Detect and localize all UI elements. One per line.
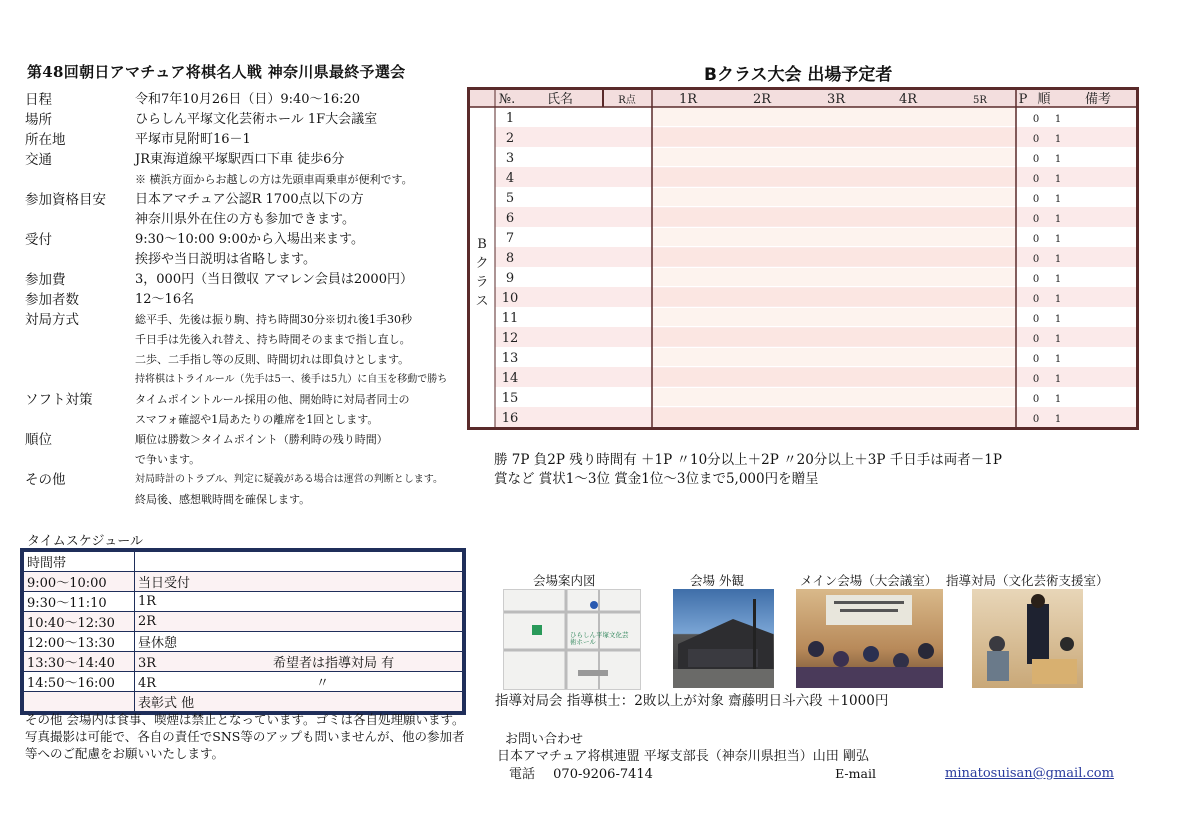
entry-number: 5 [505, 191, 515, 206]
header-cell: P [1018, 92, 1028, 107]
info-value: 平塚市見附町16－1 [135, 132, 251, 147]
venue-map [503, 589, 641, 690]
phone-label: 電話 [509, 767, 536, 782]
schedule-time: 9:30～11:10 [24, 592, 135, 612]
schedule-time: 10:40～12:30 [24, 612, 135, 632]
entry-rank: 1 [1054, 334, 1062, 345]
schedule-time: 12:00～13:30 [24, 632, 135, 652]
main-hall-photo [796, 589, 943, 688]
entry-rank: 1 [1054, 114, 1062, 125]
info-label: 参加費 [25, 272, 66, 288]
entry-points: 0 [1032, 334, 1040, 345]
info-label: 所在地 [25, 132, 66, 148]
info-value: ※ 横浜方面からお越しの方は先頭車両乗車が便利です。 [135, 173, 413, 186]
entry-number: 8 [505, 251, 515, 266]
schedule-time: 14:50～16:00 [24, 672, 135, 692]
info-value: 対局時計のトラブル、判定に疑義がある場合は運営の判断とします。 [135, 474, 443, 485]
points-rule: 勝 7P 負2P 残り時間有 ＋1P 〃10分以上＋2P 〃20分以上＋3P 千日手は両者－1P [494, 452, 1002, 468]
entry-rank: 1 [1054, 214, 1062, 225]
entry-grid [470, 90, 1136, 427]
entry-number: 15 [501, 391, 519, 406]
class-label-char: ス [475, 294, 489, 309]
entry-number: 7 [505, 231, 515, 246]
teaching-label: 指導対局（文化芸術支援室） [946, 573, 1109, 588]
info-value: 神奈川県外在住の方も参加できます。 [135, 212, 355, 227]
entry-points: 0 [1032, 314, 1040, 325]
entry-number: 11 [501, 311, 519, 326]
entry-points: 0 [1032, 174, 1040, 185]
schedule-item [135, 652, 463, 672]
entry-points: 0 [1032, 414, 1040, 425]
entry-points: 0 [1032, 294, 1040, 305]
entry-table [467, 87, 1139, 430]
list-title: Bクラス大会 出場予定者 [704, 65, 893, 85]
info-label: 参加資格目安 [25, 192, 106, 208]
entry-points: 0 [1032, 354, 1040, 365]
header-cell: 氏名 [546, 92, 574, 107]
info-label: 対局方式 [25, 312, 79, 328]
entry-number: 13 [501, 351, 519, 366]
schedule-title: タイムスケジュール [27, 534, 143, 549]
class-label-char: ク [475, 256, 489, 271]
info-label: 場所 [25, 112, 52, 128]
entry-rank: 1 [1054, 374, 1062, 385]
entry-rank: 1 [1054, 294, 1062, 305]
entry-rank: 1 [1054, 134, 1062, 145]
schedule-time: 13:30～14:40 [24, 652, 135, 672]
entry-rank: 1 [1054, 234, 1062, 245]
header-cell: 4R [898, 92, 918, 107]
entry-number: 16 [501, 411, 519, 426]
entry-number: 9 [505, 271, 515, 286]
info-value: 持将棋はトライルール（先手は5一、後手は5九）に自玉を移動で勝ち [135, 374, 448, 385]
schedule-note-text: その他 会場内は食事、喫煙は禁止となっています。ゴミは各自処理願います。写真撮影は可能で、各自の責任でSNS等のアップも問いませんが、他の参加者等へのご配慮をお願いいたします。 [25, 712, 465, 761]
info-label: その他 [25, 472, 66, 488]
schedule-table [20, 548, 466, 715]
entry-points: 0 [1032, 234, 1040, 245]
entry-rank: 1 [1054, 314, 1062, 325]
schedule-note: 〃 [316, 676, 330, 691]
info-value: 千日手は先後入れ替え、持ち時間そのままで指し直し。 [135, 333, 411, 346]
entry-rank: 1 [1054, 354, 1062, 365]
header-cell: 2R [752, 92, 772, 107]
entry-points: 0 [1032, 394, 1040, 405]
schedule-item: 2R [135, 612, 463, 632]
entry-number: 1 [505, 111, 515, 126]
info-value: 順位は勝数＞タイムポイント（勝利時の残り時間） [135, 433, 388, 446]
info-value: JR東海道線平塚駅西口下車 徒歩6分 [135, 152, 345, 167]
schedule-item: 当日受付 [135, 572, 463, 592]
info-value: 挨拶や当日説明は省略します。 [135, 252, 316, 267]
contact [497, 731, 876, 783]
phone-number: 070-9206-7414 [553, 767, 653, 782]
event-title: 第48回朝日アマチュア将棋名人戦 神奈川県最終予選会 [27, 63, 406, 81]
teaching-info: 指導対局会 指導棋士：2敗以上が対象 齋藤明日斗六段 ＋1000円 [495, 693, 889, 709]
info-value: 日本アマチュア公認R 1700点以下の方 [135, 192, 364, 207]
class-label-char: B [477, 237, 487, 252]
map-label: 会場案内図 [533, 573, 596, 588]
info-value: で争います。 [135, 453, 201, 466]
info-value: ひらしん平塚文化芸術ホール 1F大会議室 [135, 112, 378, 127]
header-cell: 3R [826, 92, 846, 107]
entry-rank: 1 [1054, 174, 1062, 185]
entry-number: 12 [501, 331, 519, 346]
header-cell: 順 [1037, 92, 1051, 107]
entry-points: 0 [1032, 114, 1040, 125]
entry-rank: 1 [1054, 154, 1062, 165]
entry-points: 0 [1032, 274, 1040, 285]
teaching-photo [972, 589, 1083, 688]
header-cell: 備考 [1084, 92, 1112, 107]
info-label: 交通 [25, 152, 52, 168]
info-value: 令和7年10月26日（日）9:40～16:20 [135, 92, 361, 107]
schedule-item: 表彰式 他 [135, 692, 463, 712]
header-cell: 5R [973, 95, 987, 106]
entry-points: 0 [1032, 154, 1040, 165]
contact-org: 日本アマチュア将棋連盟 平塚支部長（神奈川県担当）山田 剛弘 [497, 749, 869, 764]
entry-number: 2 [505, 131, 515, 146]
header-cell: 1R [678, 92, 698, 107]
header-cell: R点 [618, 95, 636, 106]
entry-rank: 1 [1054, 194, 1062, 205]
schedule-time [24, 692, 135, 712]
info-label: 日程 [25, 92, 52, 108]
info-value: スマフォ確認や1局あたりの離席を1回とします。 [135, 413, 379, 426]
rules [494, 451, 1002, 489]
info-value: タイムポイントルール採用の他、開始時に対局者同士の [135, 393, 410, 406]
entry-rank: 1 [1054, 414, 1062, 425]
main-hall-label: メイン会場（大会議室） [800, 573, 938, 588]
info-value: 9:30～10:00 9:00から入場出来ます。 [135, 232, 364, 247]
entry-points: 0 [1032, 374, 1040, 385]
entry-points: 0 [1032, 254, 1040, 265]
entry-rank: 1 [1054, 274, 1062, 285]
schedule-item-label: 4R [138, 676, 157, 691]
info-value: 3，000円（当日徴収 アマレン会員は2000円） [135, 272, 413, 287]
info-label: 順位 [25, 432, 52, 448]
info-label: 受付 [25, 232, 52, 248]
entry-number: 14 [501, 371, 519, 386]
schedule-item: 昼休憩 [135, 632, 463, 652]
info-value: 終局後、感想戦時間を確保します。 [135, 493, 311, 506]
info-label: 参加者数 [25, 292, 79, 308]
exterior-photo [673, 589, 774, 688]
email-label: E-mail [835, 766, 876, 781]
exterior-label: 会場 外観 [690, 573, 744, 588]
schedule-item: 1R [135, 592, 463, 612]
entry-points: 0 [1032, 194, 1040, 205]
map-venue-text: ひらしん平塚文化芸術ホール [570, 631, 629, 646]
entry-rank: 1 [1054, 254, 1062, 265]
email-link[interactable]: minatosuisan@gmail.com [945, 766, 1114, 781]
class-label-char: ラ [475, 275, 489, 290]
entry-number: 3 [505, 151, 515, 166]
info-value: 二歩、二手指し等の反則、時間切れは即負けとします。 [135, 353, 410, 366]
info-value: 総平手、先後は振り駒、持ち時間30分※切れ後1手30秒 [135, 313, 412, 326]
header-cell: №. [498, 92, 516, 107]
prize-rule: 賞など 賞状1～3位 賞金1位～3位まで5,000円を贈呈 [494, 471, 819, 487]
entry-number: 4 [505, 171, 515, 186]
entry-number: 10 [501, 291, 519, 306]
entry-points: 0 [1032, 134, 1040, 145]
schedule-item [135, 672, 463, 692]
event-info [25, 90, 475, 510]
entry-rank: 1 [1054, 394, 1062, 405]
schedule-time: 9:00～10:00 [24, 572, 135, 592]
schedule-header: 時間帯 [24, 552, 135, 572]
info-value: 12～16名 [135, 292, 195, 307]
contact-title: お問い合わせ [505, 732, 584, 747]
schedule-item-label: 3R [138, 656, 157, 671]
info-label: ソフト対策 [25, 392, 93, 408]
entry-points: 0 [1032, 214, 1040, 225]
schedule-note: 希望者は指導対局 有 [273, 656, 395, 671]
entry-number: 6 [505, 211, 515, 226]
